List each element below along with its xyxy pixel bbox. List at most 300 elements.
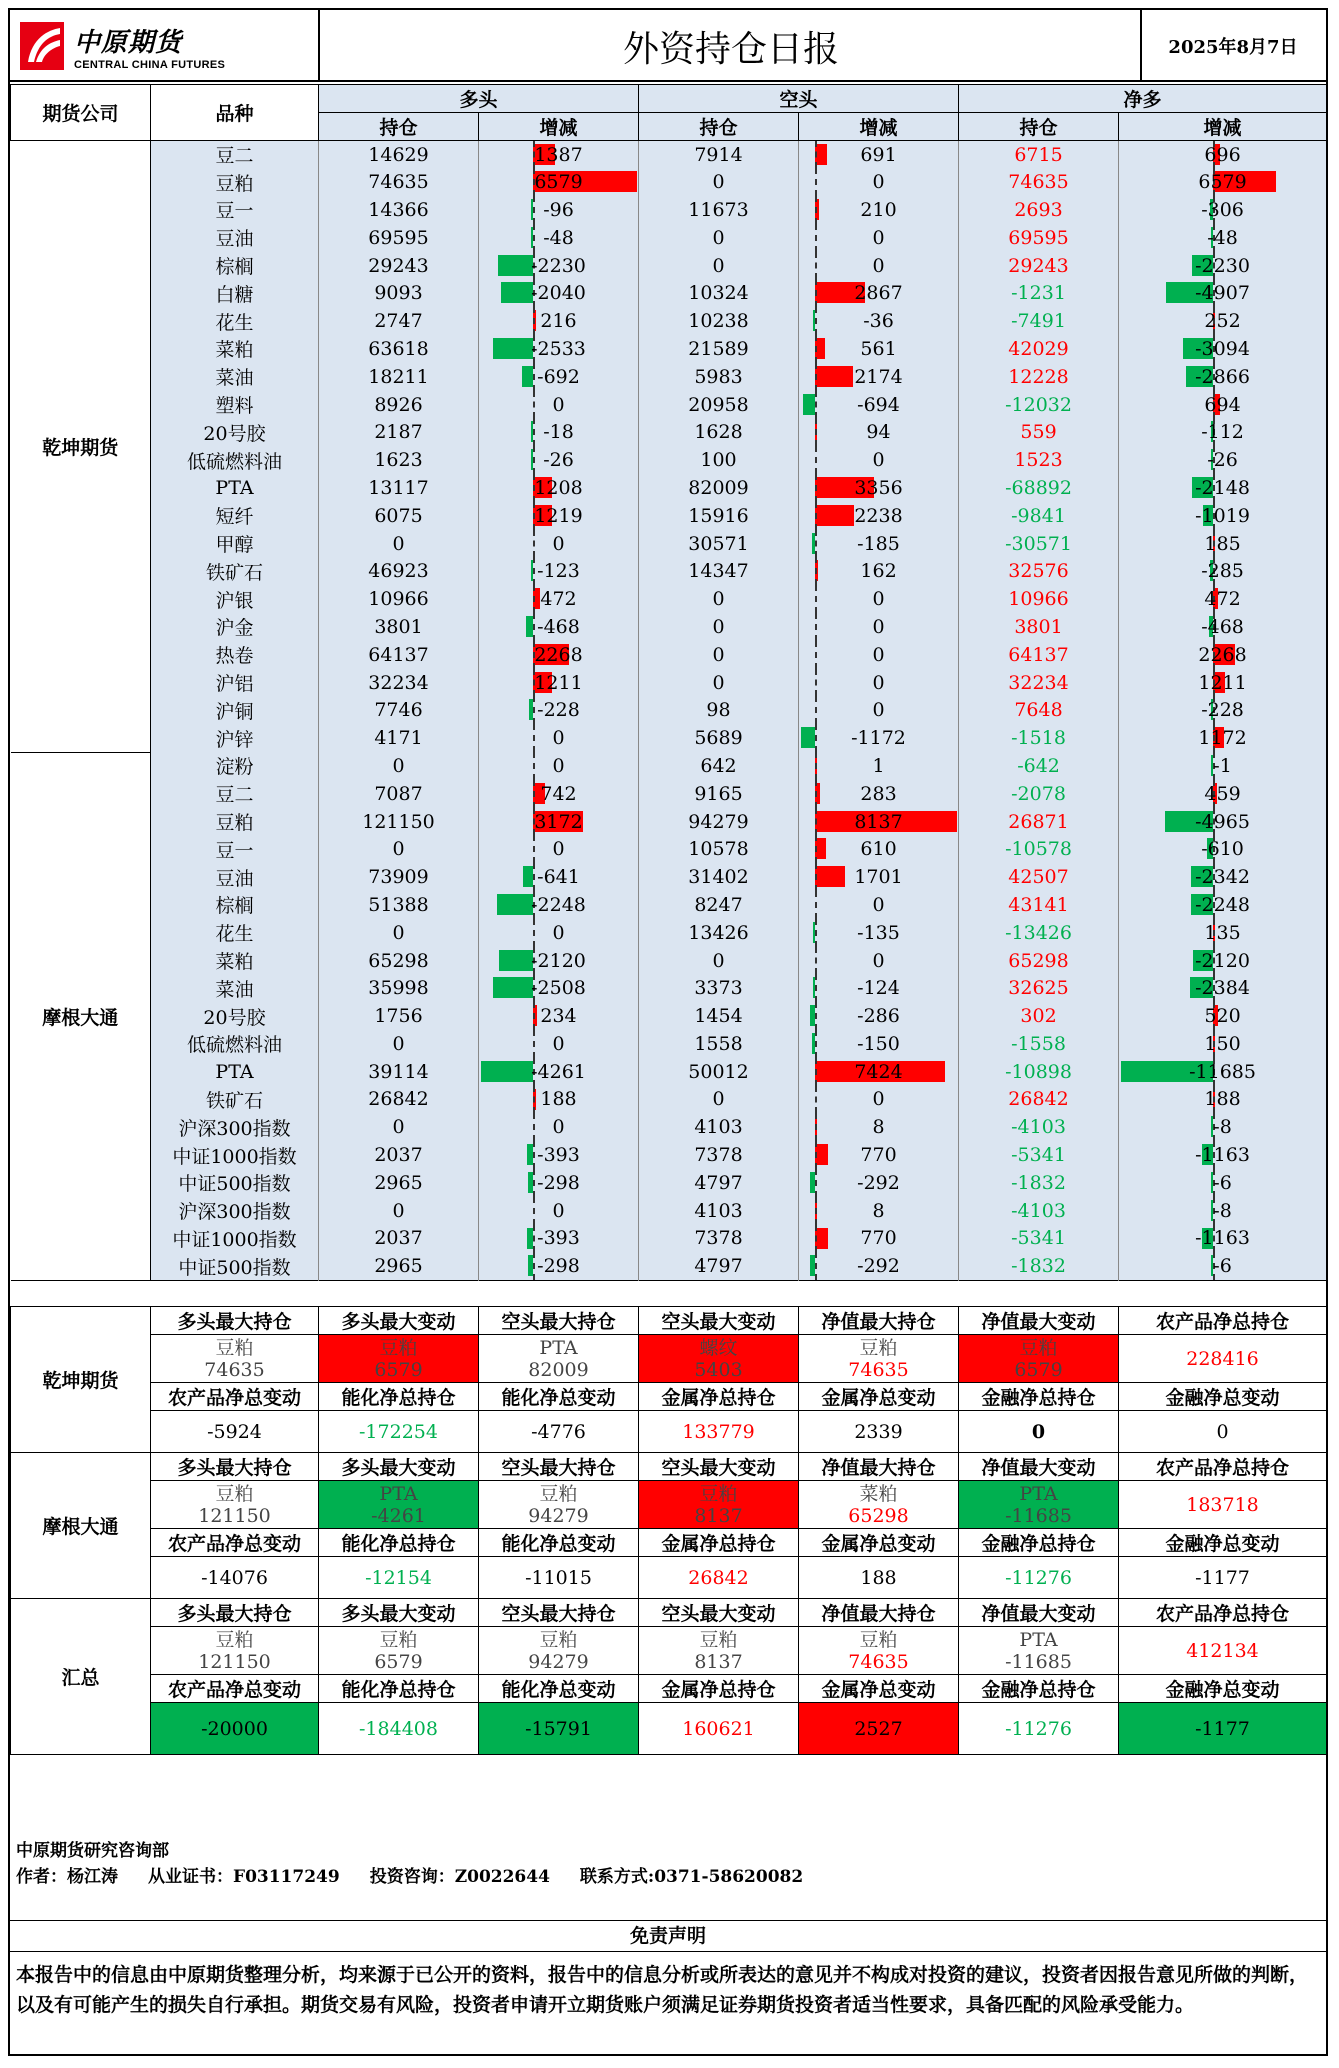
change-bar-negative [481, 1061, 533, 1082]
short-hold: 4797 [639, 1252, 799, 1280]
summary-top-value: 8137 [694, 1650, 743, 1673]
change-cell [479, 279, 639, 307]
summary-label: 空头最大持仓 [479, 1453, 639, 1481]
net-hold: 26871 [959, 808, 1119, 836]
long-hold: 0 [319, 530, 479, 558]
change-value: -6 [1213, 1171, 1232, 1194]
bar-axis [533, 1141, 535, 1169]
net-hold: -2078 [959, 780, 1119, 808]
change-cell [1119, 418, 1327, 446]
long-hold: 14629 [319, 141, 479, 169]
col-hold: 持仓 [959, 113, 1119, 141]
bar-axis [533, 919, 535, 947]
summary-top-name: 豆粕 [215, 1336, 254, 1359]
change-cell [479, 641, 639, 669]
variety-name: 铁矿石 [151, 557, 319, 585]
short-hold: 98 [639, 696, 799, 724]
summary-label: 金融净总持仓 [959, 1675, 1119, 1703]
change-cell [1119, 530, 1327, 558]
footer-license: 从业证书：F03117249 [148, 1867, 340, 1887]
variety-name: 低硫燃料油 [151, 446, 319, 474]
change-bar-negative [493, 977, 533, 998]
bar-axis [815, 808, 817, 836]
change-value: 0 [872, 671, 885, 694]
change-value: 1211 [534, 671, 583, 694]
col-variety: 品种 [151, 85, 319, 141]
short-hold: 100 [639, 446, 799, 474]
summary-bottom-value: 0 [1119, 1411, 1327, 1453]
change-cell [479, 780, 639, 808]
change-cell [479, 252, 639, 280]
summary-label: 多头最大持仓 [151, 1307, 319, 1335]
summary-top-value: -11685 [1005, 1504, 1072, 1527]
col-long: 多头 [319, 85, 639, 113]
summary-bottom-value: -1177 [1119, 1703, 1327, 1755]
summary-label: 能化净总持仓 [319, 1675, 479, 1703]
change-cell [479, 863, 639, 891]
variety-name: PTA [151, 1058, 319, 1086]
change-cell [479, 1030, 639, 1058]
change-cell [799, 141, 959, 169]
variety-name: 淀粉 [151, 752, 319, 780]
short-hold: 3373 [639, 974, 799, 1002]
change-value: 0 [872, 171, 885, 194]
change-cell [479, 947, 639, 975]
net-hold: -4103 [959, 1197, 1119, 1225]
summary-label: 多头最大变动 [319, 1453, 479, 1481]
change-value: 252 [1204, 310, 1241, 333]
long-hold: 1756 [319, 1002, 479, 1030]
change-cell [799, 585, 959, 613]
bar-axis [815, 1030, 817, 1058]
long-hold: 7087 [319, 780, 479, 808]
summary-bottom-value: -5924 [151, 1411, 319, 1453]
change-cell [479, 1252, 639, 1280]
bar-axis [815, 947, 817, 975]
table-row [11, 780, 1327, 808]
short-hold: 50012 [639, 1058, 799, 1086]
summary-label: 净值最大持仓 [799, 1599, 959, 1627]
bar-axis [815, 696, 817, 724]
summary-top-name: 豆粕 [699, 1628, 738, 1651]
net-hold: 1523 [959, 446, 1119, 474]
change-value: 135 [1204, 921, 1241, 944]
col-change: 增减 [1119, 113, 1327, 141]
change-cell [479, 696, 639, 724]
bar-axis [815, 224, 817, 252]
short-hold: 0 [639, 585, 799, 613]
summary-company: 乾坤期货 [11, 1307, 151, 1453]
summary-label: 多头最大变动 [319, 1307, 479, 1335]
variety-name: 沪铜 [151, 696, 319, 724]
change-value: 2174 [854, 365, 903, 388]
bar-axis [533, 446, 535, 474]
net-hold: -1518 [959, 724, 1119, 752]
net-hold: 74635 [959, 168, 1119, 196]
change-cell [479, 613, 639, 641]
table-row [11, 1225, 1327, 1253]
change-cell [799, 335, 959, 363]
change-cell [799, 1141, 959, 1169]
change-cell [1119, 1030, 1327, 1058]
change-cell [479, 585, 639, 613]
logo [10, 10, 320, 82]
change-cell [479, 1141, 639, 1169]
change-value: -298 [537, 1171, 580, 1194]
change-value: -2120 [531, 949, 586, 972]
change-value: -124 [857, 977, 900, 1000]
net-hold: -5341 [959, 1225, 1119, 1253]
summary-bottom-value: -11276 [959, 1557, 1119, 1599]
change-value: 8 [872, 1199, 885, 1222]
change-value: 1208 [534, 476, 583, 499]
change-value: -2866 [1195, 365, 1250, 388]
change-value: -6 [1213, 1255, 1232, 1278]
change-cell [799, 947, 959, 975]
change-cell [479, 669, 639, 697]
summary-label: 农产品净总持仓 [1119, 1599, 1327, 1627]
change-bar-positive [815, 505, 854, 526]
change-value: 0 [872, 893, 885, 916]
table-row [11, 1252, 1327, 1280]
change-value: -26 [1207, 449, 1238, 472]
change-cell [799, 557, 959, 585]
short-hold: 642 [639, 752, 799, 780]
net-hold: -12032 [959, 391, 1119, 419]
summary-bottom-value: -14076 [151, 1557, 319, 1599]
summary-top-name: 豆粕 [539, 1482, 578, 1505]
change-value: 1387 [534, 143, 583, 166]
summary-top-name: PTA [1019, 1628, 1058, 1651]
change-value: -36 [863, 310, 894, 333]
logo-en: CENTRAL CHINA FUTURES [74, 58, 226, 71]
change-cell [799, 724, 959, 752]
change-value: -1163 [1195, 1227, 1250, 1250]
change-cell [479, 1225, 639, 1253]
net-hold: 2693 [959, 196, 1119, 224]
summary-top-name: 豆粕 [379, 1628, 418, 1651]
change-cell [799, 224, 959, 252]
summary-label: 金属净总持仓 [639, 1383, 799, 1411]
change-value: -96 [543, 198, 574, 221]
change-bar-positive [815, 366, 853, 387]
change-value: 8137 [854, 810, 903, 833]
change-value: 0 [872, 449, 885, 472]
change-cell [479, 1113, 639, 1141]
short-hold: 30571 [639, 530, 799, 558]
change-bar-negative [498, 255, 533, 276]
summary-top-value: 82009 [528, 1358, 589, 1381]
short-hold: 14347 [639, 557, 799, 585]
summary-bottom-value: -11276 [959, 1703, 1119, 1755]
bar-axis [815, 1197, 817, 1225]
change-value: -228 [1201, 699, 1244, 722]
footer-advisory: 投资咨询：Z0022644 [369, 1867, 550, 1887]
change-value: 0 [872, 254, 885, 277]
variety-name: 菜粕 [151, 335, 319, 363]
long-hold: 26842 [319, 1086, 479, 1114]
change-value: 6579 [1198, 171, 1247, 194]
change-value: 0 [552, 393, 565, 416]
summary-company: 汇总 [11, 1599, 151, 1755]
summary-agri-hold: 183718 [1119, 1481, 1327, 1529]
change-bar-positive [815, 866, 845, 887]
bar-axis [815, 530, 817, 558]
change-bar-negative [803, 394, 815, 415]
change-cell [799, 502, 959, 530]
net-hold: 6715 [959, 141, 1119, 169]
variety-name: 豆油 [151, 863, 319, 891]
change-cell [799, 474, 959, 502]
short-hold: 5689 [639, 724, 799, 752]
change-value: -692 [537, 365, 580, 388]
summary-top-value: -4261 [371, 1504, 426, 1527]
change-value: -393 [537, 1227, 580, 1250]
summary-label: 净值最大持仓 [799, 1453, 959, 1481]
long-hold: 29243 [319, 252, 479, 280]
bar-axis [815, 1141, 817, 1169]
table-row [11, 974, 1327, 1002]
change-value: -228 [537, 699, 580, 722]
summary-label: 净值最大变动 [959, 1307, 1119, 1335]
change-value: 2238 [854, 504, 903, 527]
change-cell [1119, 724, 1327, 752]
footer-author: 作者：杨江涛 [16, 1867, 118, 1887]
bar-axis [815, 1169, 817, 1197]
change-cell [799, 252, 959, 280]
bar-axis [533, 1002, 535, 1030]
change-value: 0 [552, 754, 565, 777]
change-cell [1119, 1252, 1327, 1280]
summary-top-value: 6579 [374, 1650, 423, 1673]
long-hold: 65298 [319, 947, 479, 975]
bar-axis [533, 557, 535, 585]
short-hold: 10324 [639, 279, 799, 307]
summary-label: 多头最大变动 [319, 1599, 479, 1627]
change-value: 0 [552, 1116, 565, 1139]
long-hold: 9093 [319, 279, 479, 307]
net-hold: 26842 [959, 1086, 1119, 1114]
summary-top-cell [799, 1481, 959, 1529]
change-cell [799, 1030, 959, 1058]
table-row [11, 1169, 1327, 1197]
variety-name: 甲醇 [151, 530, 319, 558]
long-hold: 74635 [319, 168, 479, 196]
summary-top-cell [319, 1481, 479, 1529]
net-hold: 302 [959, 1002, 1119, 1030]
change-value: 3356 [854, 476, 903, 499]
change-value: -4965 [1195, 810, 1250, 833]
short-hold: 9165 [639, 780, 799, 808]
change-value: -2342 [1195, 866, 1250, 889]
short-hold: 1454 [639, 1002, 799, 1030]
change-cell [799, 196, 959, 224]
long-hold: 18211 [319, 363, 479, 391]
net-hold: 29243 [959, 252, 1119, 280]
bar-axis [533, 196, 535, 224]
table-row [11, 641, 1327, 669]
change-value: 1172 [1198, 727, 1247, 750]
table-row [11, 252, 1327, 280]
summary-label: 金融净总变动 [1119, 1383, 1327, 1411]
change-cell [799, 1058, 959, 1086]
bar-axis [533, 724, 535, 752]
change-cell [479, 363, 639, 391]
change-cell [799, 696, 959, 724]
change-value: 2268 [534, 643, 583, 666]
change-value: -123 [537, 560, 580, 583]
short-hold: 4103 [639, 1197, 799, 1225]
change-cell [799, 391, 959, 419]
summary-top-cell [639, 1481, 799, 1529]
change-cell [1119, 891, 1327, 919]
summary-top-cell [319, 1627, 479, 1675]
change-bar-negative [523, 866, 533, 887]
summary-bottom-value: 26842 [639, 1557, 799, 1599]
net-hold: -1558 [959, 1030, 1119, 1058]
change-cell [799, 1169, 959, 1197]
change-cell [799, 752, 959, 780]
summary-top-value: 74635 [204, 1358, 265, 1381]
long-hold: 32234 [319, 669, 479, 697]
table-row [11, 363, 1327, 391]
change-value: -2248 [1195, 893, 1250, 916]
change-value: -2230 [1195, 254, 1250, 277]
bar-axis [815, 613, 817, 641]
bar-axis [815, 391, 817, 419]
table-row [11, 1058, 1327, 1086]
summary-label: 空头最大持仓 [479, 1599, 639, 1627]
summary-top-cell [959, 1335, 1119, 1383]
summary-label: 净值最大持仓 [799, 1307, 959, 1335]
summary-top-value: 94279 [528, 1650, 589, 1673]
change-cell [1119, 335, 1327, 363]
change-value: -292 [857, 1255, 900, 1278]
change-cell [479, 1169, 639, 1197]
change-cell [1119, 168, 1327, 196]
summary-agri-hold: 412134 [1119, 1627, 1327, 1675]
bar-axis [533, 1169, 535, 1197]
bar-axis [533, 1225, 535, 1253]
change-cell [1119, 1225, 1327, 1253]
net-hold: 7648 [959, 696, 1119, 724]
change-bar-negative [526, 616, 533, 637]
change-value: -285 [1201, 560, 1244, 583]
summary-label: 金属净总变动 [799, 1675, 959, 1703]
change-cell [479, 1197, 639, 1225]
short-hold: 15916 [639, 502, 799, 530]
summary-label: 金融净总变动 [1119, 1529, 1327, 1557]
long-hold: 2965 [319, 1169, 479, 1197]
change-cell [799, 363, 959, 391]
change-cell [799, 808, 959, 836]
change-value: 0 [872, 588, 885, 611]
change-value: -8 [1213, 1199, 1232, 1222]
change-value: -4261 [531, 1060, 586, 1083]
change-value: -4907 [1195, 282, 1250, 305]
long-hold: 0 [319, 835, 479, 863]
variety-name: 20号胶 [151, 1002, 319, 1030]
change-value: -135 [857, 921, 900, 944]
change-cell [479, 224, 639, 252]
change-cell [1119, 1141, 1327, 1169]
short-hold: 82009 [639, 474, 799, 502]
bar-axis [815, 1252, 817, 1279]
summary-bottom-value: 133779 [639, 1411, 799, 1453]
bar-axis [815, 724, 817, 752]
footer-contact: 联系方式:0371-58620082 [579, 1867, 804, 1887]
change-cell [1119, 1058, 1327, 1086]
change-value: 472 [1204, 588, 1241, 611]
change-cell [479, 752, 639, 780]
bar-axis [533, 363, 535, 391]
bar-axis [533, 391, 535, 419]
long-hold: 0 [319, 1197, 479, 1225]
summary-top-value: 6579 [374, 1358, 423, 1381]
change-value: 1701 [854, 866, 903, 889]
change-value: 0 [872, 699, 885, 722]
change-cell [1119, 835, 1327, 863]
summary-top-name: PTA [539, 1336, 578, 1359]
variety-name: 低硫燃料油 [151, 1030, 319, 1058]
table-row [11, 835, 1327, 863]
long-hold: 2037 [319, 1141, 479, 1169]
table-row [11, 1197, 1327, 1225]
change-cell [1119, 863, 1327, 891]
col-hold: 持仓 [639, 113, 799, 141]
change-value: -2230 [531, 254, 586, 277]
long-hold: 4171 [319, 724, 479, 752]
change-cell [799, 1225, 959, 1253]
col-company: 期货公司 [11, 85, 151, 141]
variety-name: 棕榈 [151, 891, 319, 919]
change-cell [799, 307, 959, 335]
variety-name: 短纤 [151, 502, 319, 530]
bar-axis [815, 919, 817, 947]
summary-label: 空头最大变动 [639, 1307, 799, 1335]
change-value: 0 [552, 532, 565, 555]
change-value: 561 [860, 337, 897, 360]
change-value: 0 [872, 1088, 885, 1111]
change-value: -48 [1207, 226, 1238, 249]
variety-name: 白糖 [151, 279, 319, 307]
bar-axis [533, 1197, 535, 1225]
short-hold: 1628 [639, 418, 799, 446]
variety-name: 花生 [151, 307, 319, 335]
summary-bottom-value: -15791 [479, 1703, 639, 1755]
change-value: 691 [860, 143, 897, 166]
bar-axis [815, 585, 817, 613]
change-cell [479, 891, 639, 919]
change-value: 472 [540, 588, 577, 611]
bar-axis [815, 335, 817, 363]
short-hold: 1558 [639, 1030, 799, 1058]
long-hold: 2037 [319, 1225, 479, 1253]
change-cell [1119, 279, 1327, 307]
table-row [11, 1086, 1327, 1114]
change-value: 742 [540, 782, 577, 805]
change-value: -2148 [1195, 476, 1250, 499]
change-cell [479, 474, 639, 502]
change-cell [799, 1252, 959, 1280]
table-row [11, 418, 1327, 446]
bar-axis [815, 363, 817, 391]
change-value: -292 [857, 1171, 900, 1194]
net-hold: -5341 [959, 1141, 1119, 1169]
bar-axis [815, 863, 817, 891]
variety-name: 20号胶 [151, 418, 319, 446]
change-cell [799, 279, 959, 307]
